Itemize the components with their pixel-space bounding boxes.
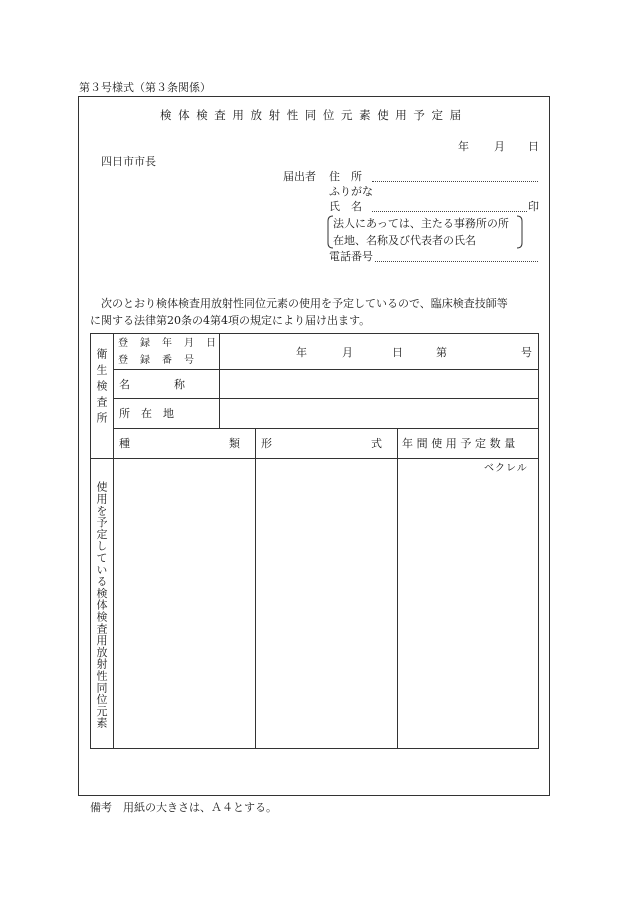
reg-value-go: 号 — [521, 346, 532, 359]
date-month-label: 月 — [494, 140, 505, 153]
reg-value-dai: 第 — [436, 346, 447, 359]
address-field[interactable] — [372, 181, 538, 182]
corp-note-line1: 法人にあっては、主たる事務所の所 — [333, 217, 509, 230]
col-amount-header: 年間使用予定数量 — [402, 437, 519, 450]
reg-no-label: 登 録 番 号 — [118, 355, 195, 366]
facility-name-label: 名 称 — [119, 378, 185, 391]
date-year-label: 年 — [458, 140, 469, 153]
facility-name-field[interactable] — [220, 370, 538, 398]
form-number: 第３号様式（第３条関係） — [79, 81, 211, 94]
form-title: 検体検査用放射性同位元素使用予定届 — [160, 108, 468, 122]
reg-value-month: 月 — [342, 346, 353, 359]
phone-label: 電話番号 — [329, 250, 373, 263]
reg-value-year: 年 — [296, 346, 307, 359]
remark: 備考 用紙の大きさは、Ａ４とする。 — [90, 801, 277, 814]
corp-note-line2: 在地、名称及び代表者の氏名 — [333, 234, 476, 247]
col-kind-header: 種 類 — [119, 437, 240, 450]
date-day-label: 日 — [528, 140, 539, 153]
reg-date-label: 登 録 年 月 日 — [118, 338, 217, 349]
amount-input-area[interactable] — [398, 475, 538, 748]
facility-location-field[interactable] — [220, 399, 538, 428]
body-text-line1: 次のとおり検体検査用放射性同位元素の使用を予定しているので、臨床検査技師等 — [101, 297, 508, 310]
phone-field[interactable] — [375, 261, 538, 262]
usage-label: 使用を予定している検体検査用放射性同位元素 — [95, 481, 108, 729]
name-field[interactable] — [372, 211, 527, 212]
addressee: 四日市市長 — [101, 155, 156, 168]
name-label: 氏 名 — [329, 200, 362, 213]
form-input-area[interactable] — [256, 459, 397, 748]
seal-mark: 印 — [528, 200, 539, 213]
address-label: 住 所 — [329, 170, 362, 183]
body-text-line2: に関する法律第20条の4第4項の規定により届け出ます。 — [90, 314, 371, 327]
facility-location-label: 所 在 地 — [119, 407, 174, 420]
reg-value-day: 日 — [392, 346, 403, 359]
amount-unit: ベクレル — [484, 463, 528, 474]
furigana-label: ふりがな — [329, 185, 373, 198]
facility-label: 衛生検査所 — [95, 348, 108, 428]
applicant-label: 届出者 — [283, 170, 316, 183]
col-form-header: 形 式 — [261, 437, 382, 450]
kind-input-area[interactable] — [114, 459, 255, 748]
